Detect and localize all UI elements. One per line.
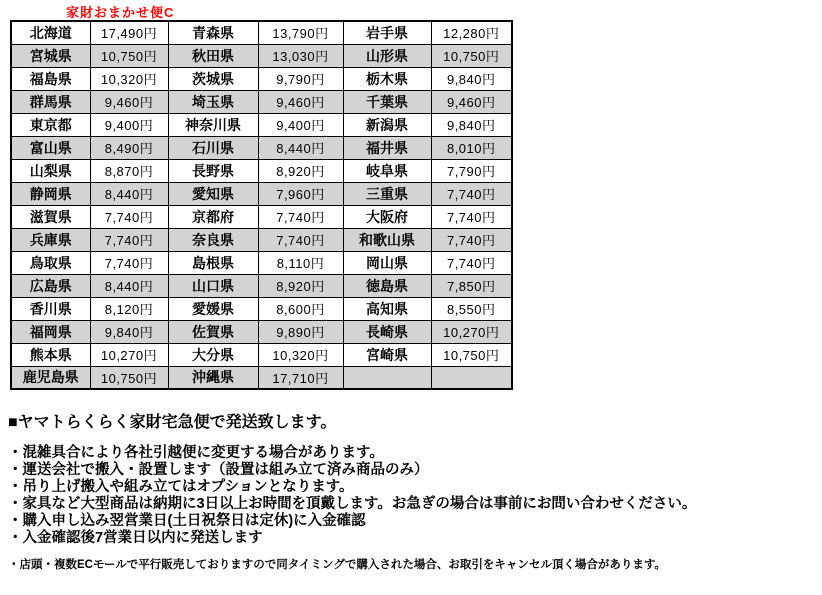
table-row xyxy=(11,182,512,205)
prefecture-cell: 東京都 xyxy=(11,113,90,136)
prefecture-cell: 奈良県 xyxy=(168,228,258,251)
table-row xyxy=(11,136,512,159)
shipping-notes-section xyxy=(8,409,814,572)
shipping-method-heading: ■ヤマトらくらく家財宅急便で発送致します。 xyxy=(8,414,337,431)
price-cell: 8,120円 xyxy=(90,297,168,320)
price-cell: 8,600円 xyxy=(258,297,343,320)
shipping-note: ・購入申し込み翌営業日(土日祝祭日は定休)に入金確認 xyxy=(8,513,366,529)
prefecture-cell: 鹿児島県 xyxy=(11,366,90,389)
prefecture-cell: 沖縄県 xyxy=(168,366,258,389)
price-cell: 8,440円 xyxy=(90,182,168,205)
price-cell: 9,400円 xyxy=(258,113,343,136)
price-cell: 13,790円 xyxy=(258,21,343,44)
prefecture-cell: 島根県 xyxy=(168,251,258,274)
price-cell: 9,460円 xyxy=(258,90,343,113)
prefecture-cell: 山口県 xyxy=(168,274,258,297)
price-cell: 8,920円 xyxy=(258,159,343,182)
prefecture-cell: 茨城県 xyxy=(168,67,258,90)
prefecture-cell: 福島県 xyxy=(11,67,90,90)
price-cell: 10,750円 xyxy=(431,343,512,366)
prefecture-cell: 大分県 xyxy=(168,343,258,366)
prefecture-cell: 石川県 xyxy=(168,136,258,159)
price-cell: 7,740円 xyxy=(258,228,343,251)
prefecture-cell: 大阪府 xyxy=(343,205,431,228)
prefecture-cell: 広島県 xyxy=(11,274,90,297)
prefecture-cell: 長崎県 xyxy=(343,320,431,343)
price-cell: 7,740円 xyxy=(431,205,512,228)
price-cell: 10,270円 xyxy=(431,320,512,343)
parallel-sales-footnote: ・店頭・複数ECモールで平行販売しておりますので同タイミングで購入された場合、お取引をキャンセル頂く場合があります。 xyxy=(8,559,666,571)
price-cell: 7,740円 xyxy=(90,228,168,251)
price-cell: 8,490円 xyxy=(90,136,168,159)
shipping-note: ・家具など大型商品は納期に3日以上お時間を頂戴します。お急ぎの場合は事前にお問い合わせください。 xyxy=(8,496,697,512)
table-row xyxy=(11,228,512,251)
table-row xyxy=(11,366,512,389)
prefecture-cell: 佐賀県 xyxy=(168,320,258,343)
prefecture-cell: 秋田県 xyxy=(168,44,258,67)
price-cell: 7,790円 xyxy=(431,159,512,182)
prefecture-cell: 山形県 xyxy=(343,44,431,67)
price-cell: 8,440円 xyxy=(90,274,168,297)
table-row xyxy=(11,44,512,67)
prefecture-cell: 三重県 xyxy=(343,182,431,205)
prefecture-cell: 岡山県 xyxy=(343,251,431,274)
price-cell: 7,960円 xyxy=(258,182,343,205)
price-cell: 7,740円 xyxy=(90,251,168,274)
prefecture-cell xyxy=(343,366,431,389)
shipping-note: ・吊り上げ搬入や組み立てはオプションとなります。 xyxy=(8,479,354,495)
price-cell: 17,490円 xyxy=(90,21,168,44)
prefecture-cell: 鳥取県 xyxy=(11,251,90,274)
price-cell: 10,750円 xyxy=(90,44,168,67)
prefecture-cell: 高知県 xyxy=(343,297,431,320)
price-cell: 10,270円 xyxy=(90,343,168,366)
prefecture-cell: 滋賀県 xyxy=(11,205,90,228)
price-cell: 7,850円 xyxy=(431,274,512,297)
table-row xyxy=(11,251,512,274)
prefecture-cell: 青森県 xyxy=(168,21,258,44)
prefecture-cell: 徳島県 xyxy=(343,274,431,297)
prefecture-cell: 岐阜県 xyxy=(343,159,431,182)
prefecture-cell: 埼玉県 xyxy=(168,90,258,113)
prefecture-cell: 神奈川県 xyxy=(168,113,258,136)
price-cell: 9,840円 xyxy=(431,113,512,136)
price-cell: 10,320円 xyxy=(258,343,343,366)
price-cell: 17,710円 xyxy=(258,366,343,389)
price-cell: 10,750円 xyxy=(90,366,168,389)
prefecture-cell: 山梨県 xyxy=(11,159,90,182)
prefecture-cell: 京都府 xyxy=(168,205,258,228)
prefecture-cell: 愛知県 xyxy=(168,182,258,205)
table-row xyxy=(11,320,512,343)
prefecture-cell: 愛媛県 xyxy=(168,297,258,320)
prefecture-cell: 静岡県 xyxy=(11,182,90,205)
shipping-note: ・入金確認後7営業日以内に発送します xyxy=(8,530,263,546)
price-cell: 12,280円 xyxy=(431,21,512,44)
price-cell: 8,440円 xyxy=(258,136,343,159)
table-row xyxy=(11,67,512,90)
prefecture-cell: 群馬県 xyxy=(11,90,90,113)
prefecture-cell: 宮城県 xyxy=(11,44,90,67)
price-cell: 13,030円 xyxy=(258,44,343,67)
prefecture-cell: 福岡県 xyxy=(11,320,90,343)
price-cell: 8,870円 xyxy=(90,159,168,182)
table-row xyxy=(11,343,512,366)
table-row xyxy=(11,297,512,320)
price-cell xyxy=(431,366,512,389)
prefecture-cell: 岩手県 xyxy=(343,21,431,44)
price-cell: 7,740円 xyxy=(431,228,512,251)
table-row xyxy=(11,21,512,44)
price-cell: 8,110円 xyxy=(258,251,343,274)
price-cell: 8,550円 xyxy=(431,297,512,320)
prefecture-cell: 熊本県 xyxy=(11,343,90,366)
table-row xyxy=(11,205,512,228)
prefecture-cell: 富山県 xyxy=(11,136,90,159)
table-row xyxy=(11,159,512,182)
prefecture-cell: 和歌山県 xyxy=(343,228,431,251)
prefecture-cell: 北海道 xyxy=(11,21,90,44)
price-cell: 7,740円 xyxy=(431,182,512,205)
price-cell: 9,840円 xyxy=(431,67,512,90)
prefecture-cell: 栃木県 xyxy=(343,67,431,90)
table-row xyxy=(11,113,512,136)
price-cell: 10,320円 xyxy=(90,67,168,90)
price-cell: 10,750円 xyxy=(431,44,512,67)
table-row xyxy=(11,90,512,113)
prefecture-cell: 長野県 xyxy=(168,159,258,182)
price-cell: 9,890円 xyxy=(258,320,343,343)
prefecture-cell: 香川県 xyxy=(11,297,90,320)
prefecture-cell: 千葉県 xyxy=(343,90,431,113)
price-cell: 9,790円 xyxy=(258,67,343,90)
price-cell: 8,920円 xyxy=(258,274,343,297)
shipping-notes-list xyxy=(8,445,814,547)
price-cell: 9,460円 xyxy=(431,90,512,113)
shipping-fee-table xyxy=(10,20,513,390)
prefecture-cell: 新潟県 xyxy=(343,113,431,136)
price-cell: 7,740円 xyxy=(90,205,168,228)
price-cell: 9,840円 xyxy=(90,320,168,343)
price-cell: 7,740円 xyxy=(258,205,343,228)
prefecture-cell: 兵庫県 xyxy=(11,228,90,251)
price-cell: 7,740円 xyxy=(431,251,512,274)
shipping-note: ・混雑具合により各社引越便に変更する場合があります。 xyxy=(8,445,384,461)
price-cell: 9,460円 xyxy=(90,90,168,113)
shipping-plan-title: 家財おまかせ便C xyxy=(66,5,175,20)
prefecture-cell: 福井県 xyxy=(343,136,431,159)
shipping-note: ・運送会社で搬入・設置します（設置は組み立て済み商品のみ） xyxy=(8,462,429,478)
prefecture-cell: 宮崎県 xyxy=(343,343,431,366)
price-cell: 9,400円 xyxy=(90,113,168,136)
price-cell: 8,010円 xyxy=(431,136,512,159)
table-row xyxy=(11,274,512,297)
